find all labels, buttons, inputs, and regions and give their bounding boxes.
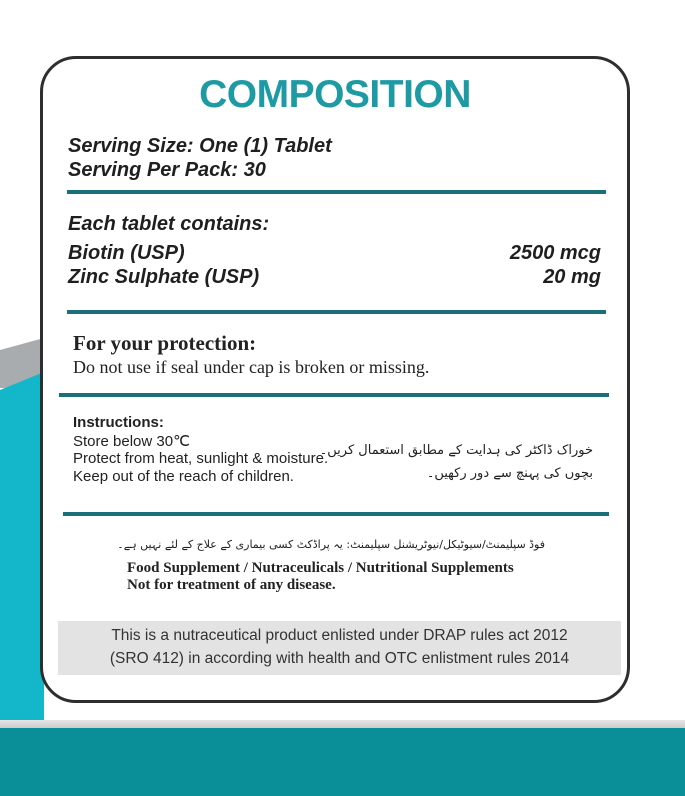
protection-text: Do not use if seal under cap is broken or missing. bbox=[73, 357, 430, 377]
composition-panel bbox=[40, 56, 630, 703]
ingredient-name: Biotin (USP) bbox=[68, 242, 185, 264]
divider-4 bbox=[63, 512, 609, 516]
urdu-instruction: خوراک ڈاکٹر کی ہدایت کے مطابق استعمال کریں۔ bbox=[319, 443, 593, 458]
protection-heading: For your protection: bbox=[73, 331, 257, 355]
side-accent-teal bbox=[0, 372, 44, 722]
contents-heading: Each tablet contains: bbox=[68, 213, 270, 235]
drap-notice bbox=[58, 621, 621, 675]
urdu-disclaimer: فوڈ سپلیمنٹ/سیوٹیکل/نیوٹریشنل سپلیمنٹ: یہ پراڈکٹ کسی بیماری کے علاج کے لئے نہیں ہے۔ bbox=[117, 538, 545, 551]
supplement-line: Food Supplement / Nutraceulicals / Nutritional Supplements bbox=[127, 560, 514, 576]
instruction-line: Keep out of the reach of children. bbox=[73, 468, 294, 485]
serving-per-pack: Serving Per Pack: 30 bbox=[68, 159, 266, 181]
ingredient-amount: 2500 mcg bbox=[509, 242, 601, 264]
page-title: COMPOSITION bbox=[199, 73, 471, 116]
drap-line-2: (SRO 412) in according with health and OTC enlistment rules 2014 bbox=[109, 650, 570, 667]
serving-size: Serving Size: One (1) Tablet bbox=[68, 135, 332, 157]
not-for-treatment-line: Not for treatment of any disease. bbox=[127, 577, 336, 593]
ingredient-amount: 20 mg bbox=[543, 266, 601, 288]
instruction-line: Store below 30℃ bbox=[73, 433, 190, 450]
divider-3 bbox=[59, 393, 609, 397]
divider-1 bbox=[67, 190, 606, 194]
urdu-instruction: بچوں کی پہنچ سے دور رکھیں۔ bbox=[426, 466, 593, 481]
drap-line-1: This is a nutraceutical product enlisted under DRAP rules act 2012 bbox=[111, 627, 568, 644]
divider-2 bbox=[67, 310, 606, 314]
bottom-band-teal bbox=[0, 728, 685, 796]
ingredient-name: Zinc Sulphate (USP) bbox=[68, 266, 260, 288]
instruction-line: Protect from heat, sunlight & moisture. bbox=[73, 450, 329, 467]
instructions-heading: Instructions: bbox=[73, 414, 164, 431]
